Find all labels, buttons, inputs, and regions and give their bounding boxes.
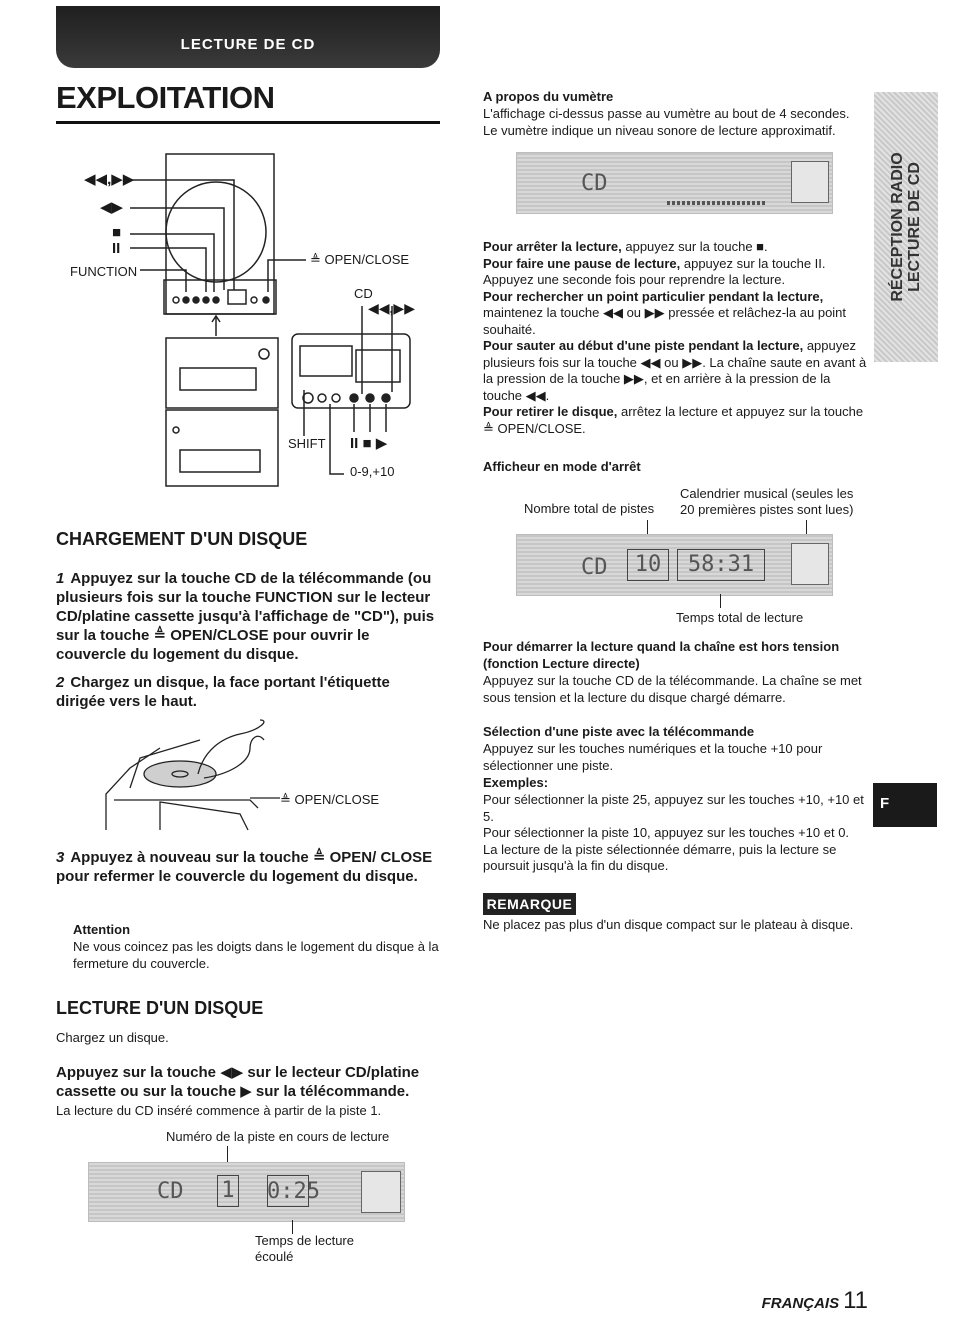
- music-calendar-grid: [361, 1171, 401, 1213]
- display-elapsed-time: 0:25: [267, 1179, 320, 1204]
- control-remove: [483, 404, 867, 437]
- stop-calendar-grid: [791, 543, 829, 585]
- lecture-note: La lecture du CD inséré commence à partir de la piste 1.: [56, 1103, 382, 1118]
- example-1: Pour sélectionner la piste 25, appuyez sur les touches +10, +10 et 5.: [483, 792, 864, 824]
- control-search-text: maintenez la touche ◀◀ ou ▶▶ pressée et relâchez-la au point souhaité.: [483, 305, 847, 337]
- side-tab-line-2: LECTURE DE CD: [906, 162, 923, 292]
- remote-shift-label: SHIFT: [288, 436, 326, 451]
- controls-block: [483, 239, 867, 437]
- play-label: ◀▶: [100, 199, 124, 216]
- pause-label: II: [112, 240, 121, 257]
- title-rule: [56, 121, 440, 124]
- control-stop-bold: Pour arrêter la lecture,: [483, 239, 622, 254]
- total-tracks-label: Nombre total de pistes: [524, 501, 655, 516]
- vu-display-cd: CD: [581, 171, 608, 196]
- examples-title: Exemples:: [483, 775, 549, 790]
- control-pause-bold: Pour faire une pause de lecture,: [483, 255, 681, 271]
- vu-meter-display: [516, 152, 833, 214]
- control-search-bold: Pour rechercher un point particulier pendant la lecture,: [483, 288, 824, 304]
- calendar-label: Calendrier musical (seules les 20 premières pistes sont lues): [680, 486, 854, 517]
- side-tab-line-1: RÉCEPTION RADIO: [889, 152, 906, 302]
- step-2-number: 2: [56, 674, 65, 691]
- step-3-text: Appuyez à nouveau sur la touche ≜ OPEN/ CLOSE pour refermer le couvercle du logement du disque.: [56, 849, 433, 885]
- elapsed-time-label: Temps de lecture écoulé: [255, 1233, 354, 1264]
- side-tab-text: [889, 97, 923, 357]
- control-remove-text: arrêtez la lecture et appuyez sur la touche ≜ OPEN/CLOSE.: [483, 404, 864, 436]
- control-search: [483, 289, 867, 339]
- stop-mode-display: [516, 534, 833, 596]
- remote-digits-label: 0-9,+10: [350, 464, 395, 479]
- disc-loading-illustration: [100, 718, 400, 836]
- hand-disc-illustration: [100, 718, 400, 836]
- display-track-number: 1: [217, 1175, 239, 1207]
- vumetre-text: L'affichage ci-dessus passe au vumètre au bout de 4 secondes. Le vumètre indique un niveau sonore de lecture approximatif.: [483, 106, 850, 138]
- banner-text: LECTURE DE CD: [180, 36, 316, 53]
- footer-language: FRANÇAIS: [761, 1295, 840, 1312]
- control-stop: [483, 239, 867, 256]
- remote-cd-label: CD: [354, 286, 373, 301]
- attention-text: Ne vous coincez pas les doigts dans le logement du disque à la fermeture du couvercle.: [73, 939, 439, 971]
- step-1: [56, 569, 440, 664]
- playback-display: [88, 1162, 405, 1222]
- remarque-text: Ne placez pas plus d'un disque compact sur le plateau à disque.: [483, 917, 854, 932]
- remote-skip-label: ◀◀,▶▶: [368, 300, 415, 316]
- control-skip-bold: Pour sauter au début d'une piste pendant la lecture,: [483, 338, 804, 353]
- control-pause: [483, 256, 867, 289]
- vumetre-title: A propos du vumètre: [483, 89, 614, 104]
- step-2-text: Chargez un disque, la face portant l'étiquette dirigée vers le haut.: [56, 674, 390, 710]
- skip-label: ◀◀,▶▶: [84, 171, 135, 188]
- chapter-side-tab: [874, 92, 938, 362]
- control-remove-bold: Pour retirer le disque,: [483, 404, 618, 419]
- page-number: 11: [843, 1287, 868, 1314]
- stop-display-time: 58:31: [677, 549, 765, 581]
- lecture-title: LECTURE D'UN DISQUE: [56, 998, 264, 1018]
- section-banner: [56, 6, 440, 68]
- stop-display-cd: CD: [581, 555, 608, 580]
- remote-buttons-label: II ■ ▶: [350, 435, 388, 452]
- remarque-badge: REMARQUE: [483, 893, 576, 915]
- time-pointer-line: [292, 1220, 293, 1234]
- direct-title: Pour démarrer la lecture quand la chaîne est hors tension (fonction Lecture directe): [483, 639, 840, 671]
- language-tab-letter: F: [880, 795, 890, 812]
- stop-mode-title: Afficheur en mode d'arrêt: [483, 459, 641, 474]
- step-1-text: Appuyez sur la touche CD de la télécommande (ou plusieurs fois sur la touche FUNCTION sur le lecteur CD/platine cassette jusqu'à l'affichage de "CD"), puis sur la touche ≜ OPEN/CLOSE pour ouvrir le couvercle du logement du disque.: [56, 570, 435, 663]
- selection-text: Appuyez sur les touches numériques et la touche +10 pour sélectionner une piste.: [483, 741, 823, 773]
- total-time-label: Temps total de lecture: [676, 610, 804, 625]
- selection-title: Sélection d'une piste avec la télécommande: [483, 724, 755, 739]
- function-label: FUNCTION: [70, 264, 138, 279]
- control-skip: [483, 338, 867, 404]
- step-3-number: 3: [56, 849, 65, 866]
- lecture-instruction: Appuyez sur la touche ◀▶ sur le lecteur CD/platine cassette ou sur la touche ▶ sur la télécommande.: [56, 1064, 420, 1100]
- unit-diagram: [56, 140, 440, 500]
- language-tab: [873, 783, 937, 827]
- example-2: Pour sélectionner la piste 10, appuyez sur les touches +10 et 0. La lecture de la piste sélectionnée démarre, puis la lecture se poursuit jusqu'à la fin du disque.: [483, 825, 850, 873]
- control-skip-text: appuyez plusieurs fois sur la touche ◀◀ ou ▶▶. La chaîne saute en avant à la pression de la touche ▶▶, et en arrière à la pression de la touche ◀◀.: [483, 338, 867, 403]
- lecture-intro: Chargez un disque.: [56, 1030, 169, 1045]
- step-1-number: 1: [56, 570, 65, 587]
- stop-display-tracks: 10: [627, 549, 669, 581]
- disc-open-close-label: ≜ OPEN/CLOSE: [280, 792, 380, 807]
- step-2: [56, 673, 440, 711]
- page-footer: [762, 1287, 868, 1315]
- stop-label: ■: [112, 224, 122, 241]
- control-pause-text: appuyez sur la touche II. Appuyez une seconde fois pour reprendre la lecture.: [483, 255, 826, 287]
- vu-level-bar: [667, 201, 767, 205]
- chargement-title: CHARGEMENT D'UN DISQUE: [56, 529, 308, 549]
- display-cd-text: CD: [157, 1179, 184, 1204]
- step-3: [56, 848, 440, 886]
- total-time-pointer-line: [720, 594, 721, 608]
- control-stop-text: appuyez sur la touche ■.: [625, 239, 768, 254]
- open-close-label: ≜ OPEN/CLOSE: [310, 252, 410, 267]
- direct-text: Appuyez sur la touche CD de la télécommande. La chaîne se met sous tension et la lecture du disque chargé démarre.: [483, 673, 862, 705]
- page-title: EXPLOITATION: [56, 80, 275, 115]
- track-number-label: Numéro de la piste en cours de lecture: [166, 1129, 390, 1144]
- vu-calendar-grid: [791, 161, 829, 203]
- attention-title: Attention: [73, 922, 131, 937]
